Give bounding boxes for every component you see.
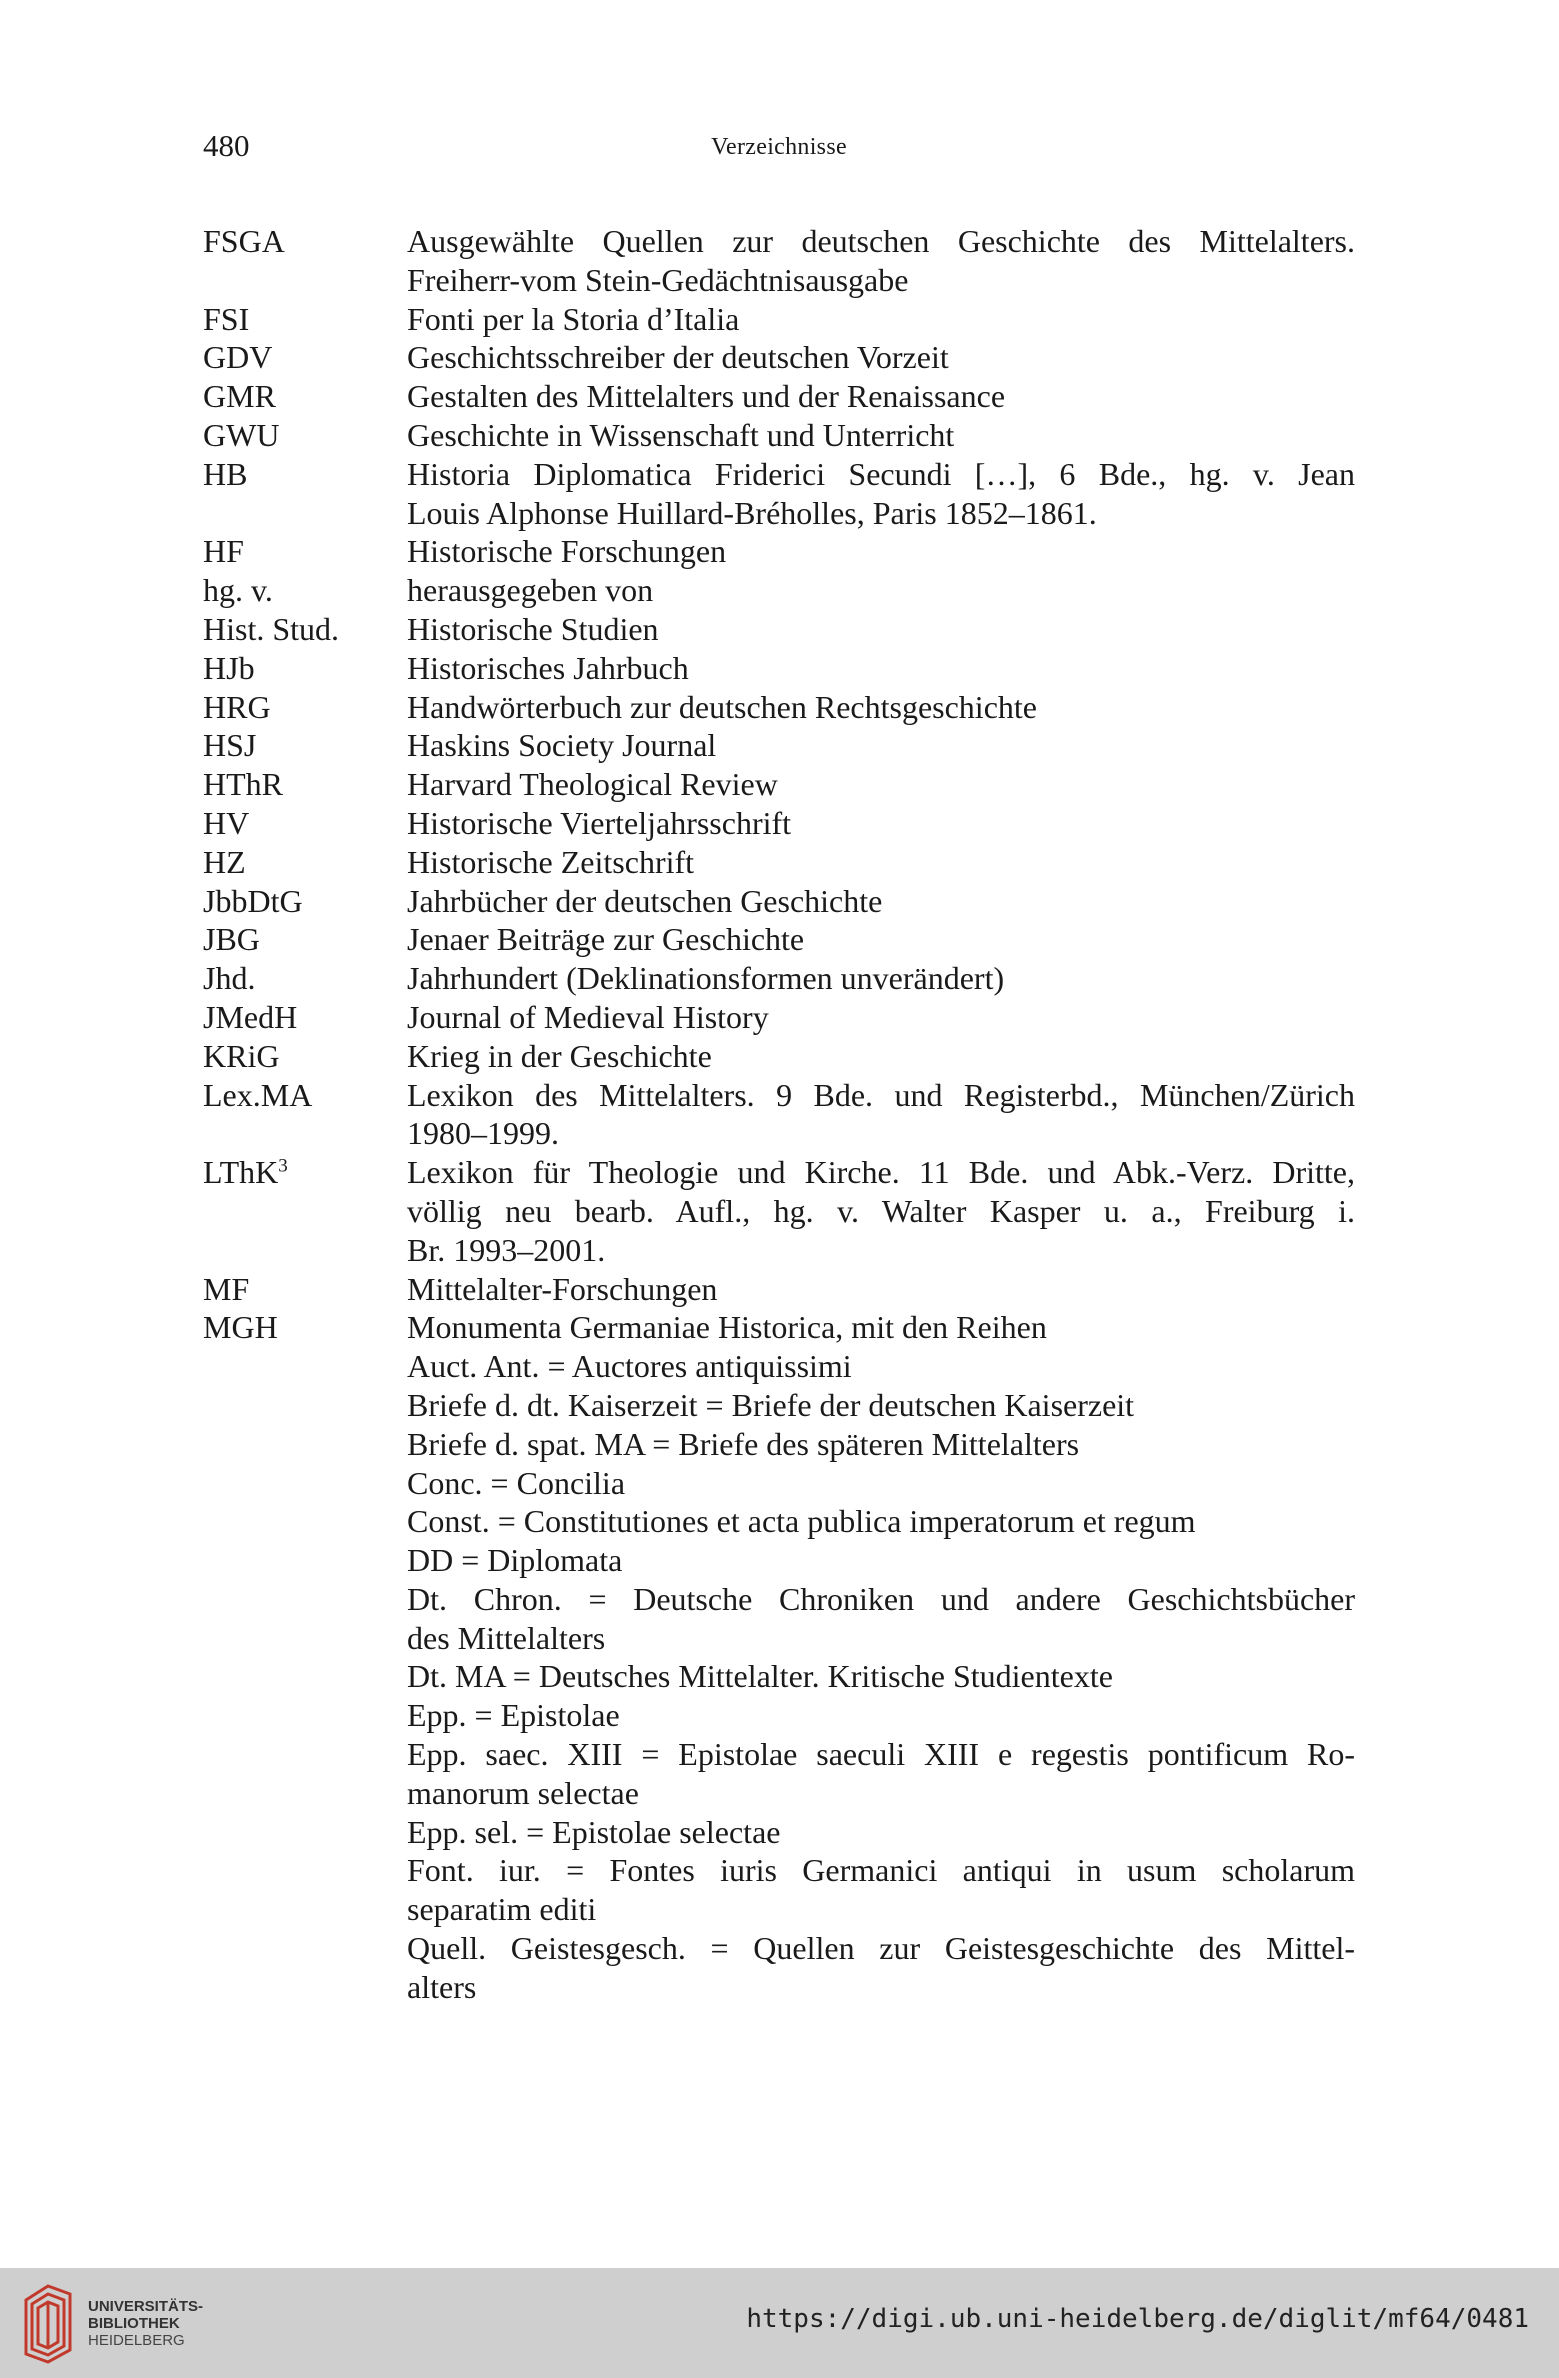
- abbreviation-entry: [203, 455, 1355, 533]
- expansion-line: Krieg in der Geschichte: [407, 1037, 712, 1074]
- abbreviation-entry: [203, 843, 1355, 882]
- abbreviation-term-text: HJb: [203, 649, 255, 686]
- expansion-line: Epp. saec. XIII = Epistolae saeculi XIII e regestis pontificum Ro-: [407, 1736, 1355, 1773]
- abbreviation-entry: [203, 532, 1355, 571]
- abbreviation-expansion: [407, 610, 1355, 649]
- abbreviation-entry: [203, 920, 1355, 959]
- expansion-line: Jahrhundert (Deklinationsformen unverändert): [407, 960, 1005, 997]
- abbreviation-term-text: MF: [203, 1270, 250, 1307]
- abbreviation-term: [203, 338, 407, 377]
- edition-superscript: 3: [278, 1155, 288, 1177]
- abbreviation-term: [203, 610, 407, 649]
- abbreviation-term-text: KRiG: [203, 1037, 280, 1074]
- abbreviation-expansion: [407, 882, 1355, 921]
- abbreviation-term: [203, 804, 407, 843]
- expansion-line: Dt. MA = Deutsches Mittelalter. Kritische Studientexte: [407, 1658, 1113, 1695]
- abbreviation-entry: [203, 1076, 1355, 1154]
- abbreviation-entry: [203, 416, 1355, 455]
- abbreviation-entry: [203, 222, 1355, 300]
- expansion-line: Quell. Geistesgesch. = Quellen zur Geistesgeschichte des Mittel-: [407, 1930, 1355, 1967]
- abbreviation-term: [203, 998, 407, 1037]
- expansion-line: Ausgewählte Quellen zur deutschen Geschichte des Mittelalters.: [407, 223, 1355, 259]
- expansion-line: Jenaer Beiträge zur Geschichte: [407, 921, 805, 958]
- abbreviation-term: [203, 688, 407, 727]
- abbreviation-term: [203, 920, 407, 959]
- expansion-line: Epp. sel. = Epistolae selectae: [407, 1813, 781, 1850]
- source-url-link[interactable]: https://digi.ub.uni-heidelberg.de/diglit/mf64/0481: [746, 2304, 1529, 2334]
- abbreviation-term-text: MGH: [203, 1309, 278, 1346]
- abbreviation-term: [203, 1270, 407, 1309]
- abbreviation-term-text: Jhd.: [203, 960, 256, 997]
- abbreviation-term: [203, 571, 407, 610]
- abbreviation-entry: [203, 959, 1355, 998]
- page-header: [203, 128, 1355, 178]
- expansion-line: Briefe d. dt. Kaiserzeit = Briefe der deutschen Kaiserzeit: [407, 1386, 1135, 1423]
- abbreviation-expansion: [407, 1153, 1355, 1269]
- expansion-line: Handwörterbuch zur deutschen Rechtsgeschichte: [407, 688, 1037, 725]
- expansion-line: des Mittelalters: [407, 1619, 606, 1656]
- abbreviation-term: [203, 1037, 407, 1076]
- expansion-line: Historisches Jahrbuch: [407, 649, 689, 686]
- expansion-line: Const. = Constitutiones et acta publica imperatorum et regum: [407, 1503, 1196, 1540]
- abbreviation-expansion: [407, 571, 1355, 610]
- abbreviation-entry: [203, 377, 1355, 416]
- abbreviation-term-text: HThR: [203, 766, 283, 803]
- expansion-line: Freiherr-vom Stein-Gedächtnisausgabe: [407, 261, 909, 298]
- abbreviation-term-text: FSGA: [203, 223, 285, 259]
- abbreviation-expansion: [407, 804, 1355, 843]
- abbreviation-expansion: [407, 1270, 1355, 1309]
- expansion-line: Geschichtsschreiber der deutschen Vorzeit: [407, 339, 949, 376]
- abbreviation-expansion: [407, 377, 1355, 416]
- expansion-line: Lexikon des Mittelalters. 9 Bde. und Registerbd., München/Zürich: [407, 1076, 1355, 1113]
- abbreviation-term-text: LThK: [203, 1154, 279, 1191]
- abbreviation-term: [203, 1076, 407, 1154]
- abbreviation-term-text: HSJ: [203, 727, 257, 764]
- expansion-line: Historische Studien: [407, 610, 659, 647]
- abbreviation-entry: [203, 300, 1355, 339]
- abbreviation-expansion: [407, 300, 1355, 339]
- abbreviation-term: [203, 222, 407, 300]
- abbreviation-expansion: [407, 416, 1355, 455]
- abbreviation-expansion: [407, 765, 1355, 804]
- library-name: [88, 2298, 203, 2349]
- abbreviation-list: [203, 222, 1355, 2007]
- abbreviation-term-text: GDV: [203, 339, 273, 376]
- abbreviation-term: [203, 416, 407, 455]
- expansion-line: Historia Diplomatica Friderici Secundi […], 6 Bde., hg. v. Jean: [407, 455, 1355, 492]
- abbreviation-term: [203, 843, 407, 882]
- abbreviation-term: [203, 726, 407, 765]
- abbreviation-term: [203, 1308, 407, 2006]
- abbreviation-term: [203, 765, 407, 804]
- abbreviation-expansion: [407, 688, 1355, 727]
- expansion-line: herausgegeben von: [407, 572, 654, 609]
- abbreviation-expansion: [407, 1076, 1355, 1154]
- library-name-line3: HEIDELBERG: [88, 2332, 185, 2349]
- expansion-line: Louis Alphonse Huillard-Bréholles, Paris 1852–1861.: [407, 494, 1097, 531]
- abbreviation-term-text: GMR: [203, 378, 276, 415]
- expansion-line: Auct. Ant. = Auctores antiquissimi: [407, 1348, 852, 1385]
- abbreviation-term: [203, 1153, 407, 1269]
- expansion-line: Conc. = Concilia: [407, 1464, 626, 1501]
- expansion-line: Jahrbücher der deutschen Geschichte: [407, 882, 883, 919]
- abbreviation-term: [203, 649, 407, 688]
- expansion-line: Monumenta Germaniae Historica, mit den Reihen: [407, 1309, 1047, 1346]
- abbreviation-term: [203, 300, 407, 339]
- abbreviation-term: [203, 959, 407, 998]
- abbreviation-entry: [203, 688, 1355, 727]
- expansion-line: Fonti per la Storia d’Italia: [407, 300, 740, 337]
- library-name-line1: UNIVERSITÄTS-: [88, 2298, 204, 2315]
- abbreviation-term-text: JBG: [203, 921, 260, 958]
- abbreviation-entry: [203, 1153, 1355, 1269]
- abbreviation-term-text: hg. v.: [203, 572, 273, 609]
- abbreviation-term: [203, 377, 407, 416]
- expansion-line: Lexikon für Theologie und Kirche. 11 Bde. und Abk.-Verz. Dritte,: [407, 1154, 1355, 1191]
- abbreviation-entry: [203, 1270, 1355, 1309]
- expansion-line: Font. iur. = Fontes iuris Germanici antiqui in usum scholarum: [407, 1852, 1355, 1889]
- abbreviation-entry: [203, 1037, 1355, 1076]
- abbreviation-term-text: HZ: [203, 843, 246, 880]
- abbreviation-term-text: Lex.MA: [203, 1076, 313, 1113]
- expansion-line: manorum selectae: [407, 1774, 639, 1811]
- abbreviation-entry: [203, 882, 1355, 921]
- abbreviation-term-text: HF: [203, 533, 244, 570]
- expansion-line: Journal of Medieval History: [407, 998, 769, 1035]
- expansion-line: DD = Diplomata: [407, 1542, 623, 1579]
- abbreviation-entry: [203, 571, 1355, 610]
- abbreviation-expansion: [407, 920, 1355, 959]
- expansion-line: Geschichte in Wissenschaft und Unterricht: [407, 416, 955, 453]
- page-number: 480: [203, 128, 250, 163]
- expansion-line: Mittelalter-Forschungen: [407, 1270, 718, 1307]
- expansion-line: Historische Forschungen: [407, 533, 727, 570]
- abbreviation-expansion: [407, 649, 1355, 688]
- abbreviation-term-text: HB: [203, 455, 248, 492]
- abbreviation-expansion: [407, 1308, 1355, 2006]
- abbreviation-expansion: [407, 338, 1355, 377]
- expansion-line: Haskins Society Journal: [407, 727, 717, 764]
- expansion-line: völlig neu bearb. Aufl., hg. v. Walter Kasper u. a., Freiburg i.: [407, 1192, 1355, 1229]
- abbreviation-term-text: GWU: [203, 416, 280, 453]
- abbreviation-expansion: [407, 222, 1355, 300]
- abbreviation-expansion: [407, 959, 1355, 998]
- abbreviation-term: [203, 455, 407, 533]
- abbreviation-term-text: JbbDtG: [203, 882, 303, 919]
- abbreviation-expansion: [407, 455, 1355, 533]
- abbreviation-entry: [203, 804, 1355, 843]
- abbreviation-entry: [203, 1308, 1355, 2006]
- abbreviation-term-text: HV: [203, 804, 250, 841]
- abbreviation-expansion: [407, 532, 1355, 571]
- abbreviation-entry: [203, 649, 1355, 688]
- abbreviation-entry: [203, 765, 1355, 804]
- expansion-line: alters: [407, 1968, 477, 2005]
- expansion-line: Harvard Theological Review: [407, 766, 778, 803]
- abbreviation-entry: [203, 998, 1355, 1037]
- abbreviation-term-text: JMedH: [203, 998, 298, 1035]
- abbreviation-term-text: FSI: [203, 300, 250, 337]
- expansion-line: separatim editi: [407, 1891, 597, 1928]
- abbreviation-term: [203, 882, 407, 921]
- abbreviation-entry: [203, 610, 1355, 649]
- abbreviation-expansion: [407, 1037, 1355, 1076]
- abbreviation-entry: [203, 726, 1355, 765]
- expansion-line: Dt. Chron. = Deutsche Chroniken und andere Geschichtsbücher: [407, 1580, 1355, 1617]
- expansion-line: Epp. = Epistolae: [407, 1697, 620, 1734]
- expansion-line: Historische Vierteljahrsschrift: [407, 804, 792, 841]
- abbreviation-term-text: Hist. Stud.: [203, 610, 340, 647]
- abbreviation-expansion: [407, 843, 1355, 882]
- abbreviation-expansion: [407, 998, 1355, 1037]
- abbreviation-expansion: [407, 726, 1355, 765]
- library-logo-icon[interactable]: [18, 2280, 80, 2366]
- expansion-line: Briefe d. spat. MA = Briefe des späteren Mittelalters: [407, 1425, 1080, 1462]
- abbreviation-term-text: HRG: [203, 688, 271, 725]
- expansion-line: Br. 1993–2001.: [407, 1231, 606, 1268]
- library-name-line2: BIBLIOTHEK: [88, 2315, 180, 2332]
- expansion-line: Gestalten des Mittelalters und der Renaissance: [407, 378, 1006, 415]
- expansion-line: Historische Zeitschrift: [407, 843, 695, 880]
- expansion-line: 1980–1999.: [407, 1115, 559, 1152]
- viewer-footer: [0, 2268, 1559, 2378]
- abbreviation-term: [203, 532, 407, 571]
- abbreviation-entry: [203, 338, 1355, 377]
- running-head: Verzeichnisse: [711, 134, 847, 160]
